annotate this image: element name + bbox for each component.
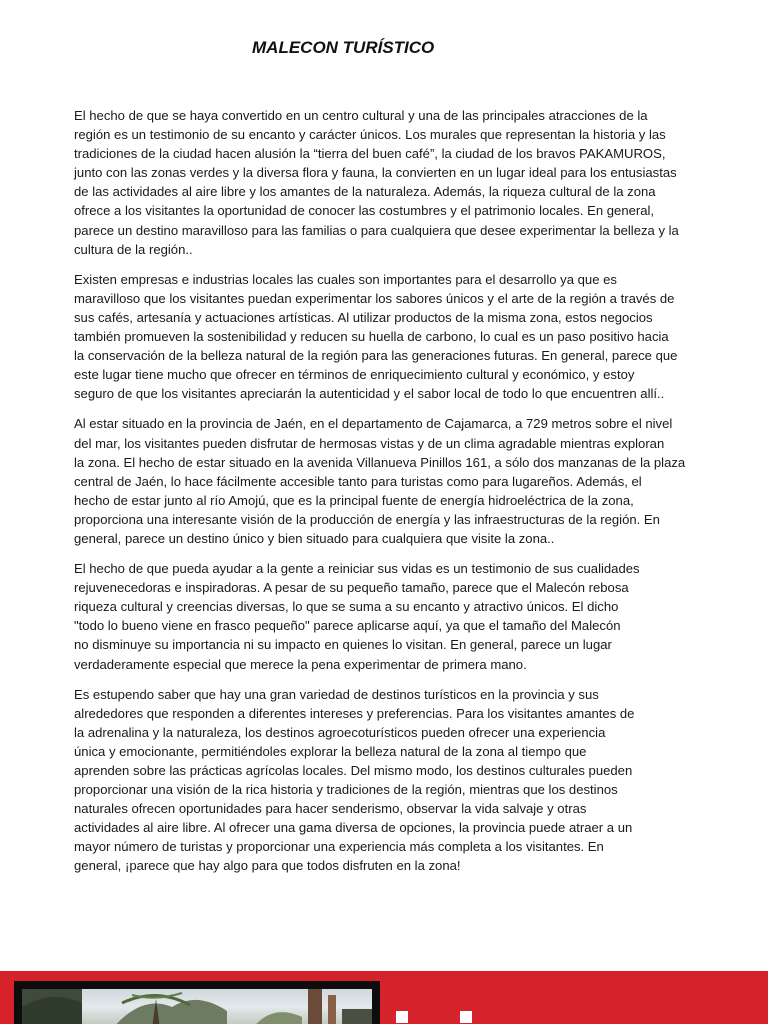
- text-line: no disminuye su importancia ni su impacto en quienes lo visitan. En general, parece un lugar: [74, 637, 612, 653]
- text-line: "todo lo bueno viene en frasco pequeño" parece aplicarse aquí, ya que el tamaño del Malecón: [74, 618, 621, 634]
- text-line: mayor número de turistas y proporcionar una experiencia más completa a los visitantes. En: [74, 839, 604, 855]
- paragraph-5: [74, 685, 724, 876]
- text-line: proporcionar una visión de la rica historia y tradiciones de la región, mientras que los destinos: [74, 782, 618, 798]
- paragraph-2: [74, 270, 724, 404]
- text-line: rejuvenecedoras e inspiradoras. A pesar de su pequeño tamaño, parece que el Malecón rebosa: [74, 580, 629, 596]
- text-line: verdaderamente especial que merece la pena experimentar de primera mano.: [74, 656, 527, 672]
- text-line: cultura de la región..: [74, 241, 193, 257]
- logo-fragment-2: [460, 1011, 472, 1023]
- text-line: general, ¡parece que hay algo para que todos disfruten en la zona!: [74, 858, 461, 874]
- text-line: proporciona una interesante visión de la producción de energía y las infraestructuras de la región. En: [74, 511, 660, 527]
- text-line: El hecho de que se haya convertido en un centro cultural y una de las principales atracciones de la: [74, 108, 648, 123]
- page-title: MALECON TURÍSTICO: [252, 38, 435, 57]
- text-line: tradiciones de la ciudad hacen alusión la “tierra del buen café”, la ciudad de los bravos PAKAMUROS,: [74, 146, 666, 162]
- text-line: la adrenalina y la naturaleza, los destinos agroecoturísticos pueden ofrecer una experiencia: [74, 724, 606, 740]
- text-line: junto con las zonas verdes y la diversa flora y fauna, la convierten en un lugar ideal para los entusiastas: [74, 165, 677, 181]
- text-line: riqueza cultural y creencias diversas, lo que se suma a su encanto y atractivo únicos. El dicho: [74, 599, 619, 615]
- logo-fragment-1: [396, 1011, 408, 1023]
- text-line: Existen empresas e industrias locales las cuales son importantes para el desarrollo ya que es: [74, 271, 617, 287]
- text-line: general, parece un destino único y bien situado para cualquiera que visite la zona..: [74, 530, 555, 546]
- footer-band: [0, 971, 768, 1024]
- text-line: naturales ofrecen oportunidades para hacer senderismo, observar la vida salvaje y otras: [74, 801, 587, 817]
- text-line: ofrece a los visitantes la oportunidad de conocer las costumbres y el patrimonio locales. En general,: [74, 203, 655, 219]
- text-line: central de Jaén, lo hace fácilmente accesible tanto para turistas como para lugareños. Además, el: [74, 473, 642, 489]
- text-line: única y emocionante, permitiéndoles explorar la belleza natural de la zona al tiempo que: [74, 743, 587, 759]
- text-line: de las actividades al aire libre y los amantes de la naturaleza. Además, la riqueza cultural de la zona: [74, 184, 656, 200]
- text-line: del mar, los visitantes pueden disfrutar de hermosas vistas y de un clima agradable mientras exploran: [74, 435, 665, 451]
- text-line: actividades al aire libre. Al ofrecer una gama diversa de opciones, la provincia puede atraer a un: [74, 820, 633, 836]
- text-line: aprenden sobre las prácticas agrícolas locales. Del mismo modo, los destinos culturales pueden: [74, 763, 633, 778]
- text-line: región es un testimonio de su encanto y carácter únicos. Los murales que representan la historia y las: [74, 127, 666, 143]
- text-line: hecho de estar junto al río Amojú, que es la principal fuente de energía hidroeléctrica de la zona,: [74, 492, 634, 508]
- text-line: maravilloso que los visitantes puedan experimentar los sabores únicos y el arte de la región a través de: [74, 290, 675, 306]
- text-line: también promueven la sostenibilidad y reducen su huella de carbono, lo cual es un paso positivo hacia: [74, 329, 669, 345]
- footer-photo-frame: [14, 981, 380, 1024]
- text-line: parece un destino maravilloso para las familias o para cualquiera que desee experimentar la belleza y la: [74, 222, 679, 238]
- document-body: [74, 106, 724, 887]
- palm-trees-photo: [22, 989, 372, 1024]
- palm-trees-illustration: [22, 989, 372, 1024]
- text-line: El hecho de que pueda ayudar a la gente a reiniciar sus vidas es un testimonio de sus cualidades: [74, 561, 640, 577]
- text-line: la zona. El hecho de estar situado en la avenida Villanueva Pinillos 161, a sólo dos manzanas de la plaza: [74, 454, 686, 470]
- text-line: Es estupendo saber que hay una gran variedad de destinos turísticos en la provincia y sus: [74, 686, 599, 702]
- text-line: alrededores que responden a diferentes intereses y preferencias. Para los visitantes amantes de: [74, 705, 635, 721]
- text-line: sus cafés, artesanía y actuaciones artísticas. Al utilizar productos de la misma zona, estos negocios: [74, 309, 653, 325]
- paragraph-4: [74, 559, 724, 674]
- text-line: la conservación de la belleza natural de la región para las generaciones futuras. En general, parece que: [74, 348, 678, 364]
- text-line: este lugar tiene mucho que ofrecer en términos de enriquecimiento cultural y económico, y estoy: [74, 367, 635, 383]
- text-line: seguro de que los visitantes apreciarán la autenticidad y el sabor local de todo lo que encuentren allí..: [74, 386, 665, 402]
- paragraph-1: [74, 106, 724, 259]
- text-line: Al estar situado en la provincia de Jaén, en el departamento de Cajamarca, a 729 metros sobre el nivel: [74, 416, 673, 432]
- paragraph-3: [74, 414, 724, 548]
